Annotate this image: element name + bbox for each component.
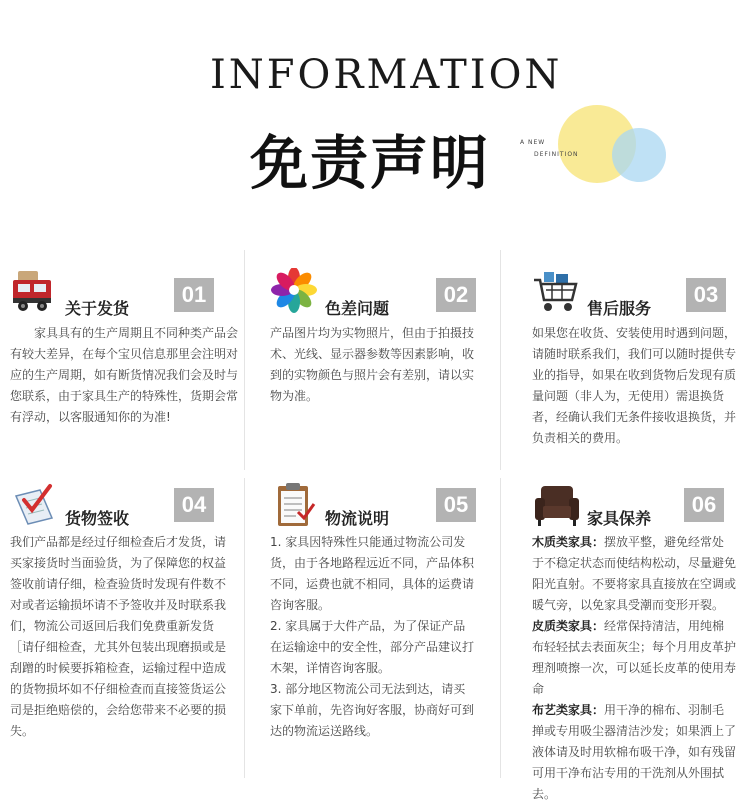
column-divider: [244, 250, 245, 470]
decorative-circle-blue: [612, 128, 666, 182]
card-body: [10, 532, 232, 742]
care-item: [532, 700, 736, 805]
card-title: 色差问题: [325, 299, 390, 318]
title-chinese: 免责声明: [250, 129, 491, 197]
tagline-line2: DEFINITION: [534, 151, 579, 158]
card-body: [10, 323, 242, 428]
card-paragraph: 1. 家具因特殊性只能通过物流公司发货，由于各地路程远近不同，产品体积不同，运费也就不相同，具体的运费请咨询客服。: [270, 535, 475, 612]
card-logistics: [270, 482, 502, 772]
shopping-cart-icon: [532, 268, 582, 316]
card-body: [270, 532, 476, 742]
card-number-badge: 01: [174, 278, 214, 312]
card-number-badge: 05: [436, 488, 476, 522]
card-body: [532, 323, 744, 449]
checklist-icon: [10, 482, 60, 530]
card-number-badge: 03: [686, 278, 726, 312]
header: [0, 0, 750, 240]
care-item-lead: 布艺类家具：: [532, 703, 605, 717]
card-number-badge: 04: [174, 488, 214, 522]
care-item-text: 经常保持清洁，用纯棉布轻轻拭去表面灰尘；每个月用皮革护理剂喷擦一次，可以延长皮革的使用寿命: [532, 619, 737, 696]
card-goods-receipt: [10, 482, 242, 772]
card-shipping: [10, 268, 242, 458]
title-english: INFORMATION: [210, 52, 563, 98]
clipboard-icon: [270, 482, 320, 530]
delivery-truck-icon: [10, 268, 60, 316]
color-flower-icon: [270, 268, 320, 316]
care-item-text: 用干净的棉布、羽制毛掸或专用吸尘器清洁沙发；如果洒上了液体请及时用软棉布吸干净，如有残留可用干净布沾专用的干洗剂从外围拭去。: [532, 703, 737, 801]
card-furniture-care: [532, 482, 750, 801]
card-title: 货物签收: [65, 509, 130, 528]
care-item-lead: 皮质类家具：: [532, 619, 605, 633]
card-title: 售后服务: [587, 299, 652, 318]
tagline: [520, 137, 579, 161]
card-title: 家具保养: [587, 509, 652, 528]
card-paragraph: 产品图片均为实物照片，但由于拍摄技术、光线、显示器参数等因素影响，收到的实物颜色与照片会有差别，请以实物为准。: [270, 326, 475, 403]
card-title: 物流说明: [325, 509, 390, 528]
armchair-icon: [532, 482, 582, 530]
care-item: [532, 532, 736, 616]
card-paragraph: 家具具有的生产周期且不同种类产品会有较大差异，在每个宝贝信息那里会注明对应的生产周期，如有断货情况我们会及时与您联系，由于家具生产的特殊性，货期会常有浮动，以客服通知你的为准!: [10, 326, 239, 424]
card-number-badge: 02: [436, 278, 476, 312]
card-after-sales: [532, 268, 750, 458]
card-title: 关于发货: [65, 299, 130, 318]
card-paragraph: 如果您在收货、安装使用时遇到问题，请随时联系我们，我们可以随时提供专业的指导，如果在收到货物后发现有质量问题（非人为，无使用）需退换货者，经确认我们无条件接收退换货，并负责相关的费用。: [532, 326, 737, 445]
card-body: [532, 532, 736, 805]
card-body: [270, 323, 476, 407]
card-number-badge: 06: [684, 488, 724, 522]
card-paragraph: 3. 部分地区物流公司无法到达，请买家下单前，先咨询好客服，协商好可到达的物流运送路线。: [270, 682, 475, 738]
card-paragraph: 我们产品都是经过仔细检查后才发货，请买家接货时当面验货，为了保障您的权益签收前请仔细，检查验货时发现有件数不对或者运输损坏请不予签收并及时联系我们，物流公司返回后我们免费重新发货［请仔细检查，尤其外包装出现磨损或是刮蹭的时候要拆箱检查，运输过程中造成的货物损坏如不仔细检查而直接签货运公司是拒绝赔偿的，会给您带来不必要的损失。: [10, 535, 227, 738]
tagline-line1: A NEW: [520, 139, 546, 146]
care-item-lead: 木质类家具：: [532, 535, 605, 549]
care-item: [532, 616, 736, 700]
column-divider: [244, 478, 245, 778]
card-color-difference: [270, 268, 502, 458]
card-paragraph: 2. 家具属于大件产品，为了保证产品在运输途中的安全性，部分产品建议打木架，详情咨询客服。: [270, 619, 475, 675]
care-item-text: 摆放平整，避免经常处于不稳定状态而使结构松动，尽量避免阳光直射。不要将家具直接放在空调或暖气旁，以免家具受潮而变形开裂。: [532, 535, 737, 612]
